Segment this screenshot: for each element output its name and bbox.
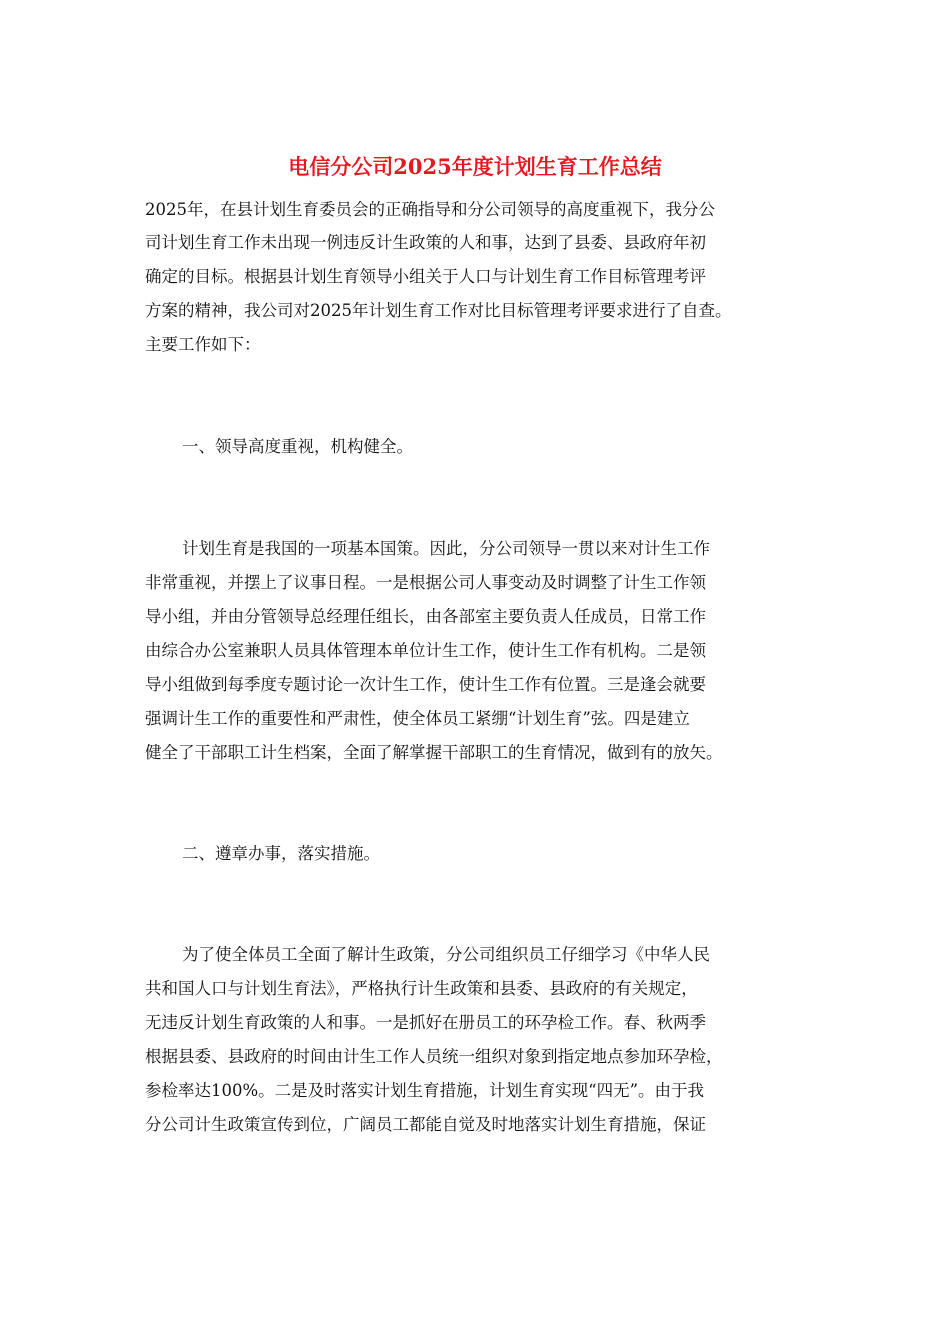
section-heading-2: 二、遵章办事，落实措施。 — [182, 844, 380, 863]
intro-line: 2025年，在县计划生育委员会的正确指导和分公司领导的高度重视下，我分公 — [145, 200, 715, 219]
section2-line: 共和国人口与计划生育法》，严格执行计生政策和县委、县政府的有关规定， — [145, 979, 698, 998]
intro-line: 主要工作如下： — [145, 335, 261, 354]
section2-line: 根据县委、县政府的时间由计生工作人员统一组织对象到指定地点参加环孕检， — [145, 1047, 723, 1066]
section1-line: 非常重视，并摆上了议事日程。一是根据公司人事变动及时调整了计生工作领 — [145, 573, 706, 592]
section-heading-1: 一、领导高度重视，机构健全。 — [182, 437, 413, 456]
section1-line: 导小组，并由分管领导总经理任组长，由各部室主要负责人任成员，日常工作 — [145, 607, 706, 626]
section1-line: 导小组做到每季度专题讨论一次计生工作，使计生工作有位置。三是逢会就要 — [145, 675, 706, 694]
section2-line: 参检率达100%。二是及时落实计划生育措施，计划生育实现“四无”。由于我 — [145, 1081, 705, 1100]
section1-line: 健全了干部职工计生档案，全面了解掌握干部职工的生育情况，做到有的放矢。 — [145, 743, 723, 762]
section1-line: 由综合办公室兼职人员具体管理本单位计生工作，使计生工作有机构。二是领 — [145, 641, 706, 660]
intro-line: 司计划生育工作未出现一例违反计生政策的人和事，达到了县委、县政府年初 — [145, 233, 706, 252]
section2-line: 分公司计生政策宣传到位，广阔员工都能自觉及时地落实计划生育措施，保证 — [145, 1115, 706, 1134]
section2-line: 无违反计划生育政策的人和事。一是抓好在册员工的环孕检工作。春、秋两季 — [145, 1013, 706, 1032]
intro-line: 确定的目标。根据县计划生育领导小组关于人口与计划生育工作目标管理考评 — [145, 267, 706, 286]
section2-line: 为了使全体员工全面了解计生政策，分公司组织员工仔细学习《中华人民 — [182, 945, 710, 964]
section1-line: 强调计生工作的重要性和严肃性，使全体员工紧绷“计划生育”弦。四是建立 — [145, 709, 690, 728]
section1-line: 计划生育是我国的一项基本国策。因此，分公司领导一贯以来对计生工作 — [182, 539, 710, 558]
intro-line: 方案的精神，我公司对2025年计划生育工作对比目标管理考评要求进行了自查。 — [145, 301, 732, 320]
document-title: 电信分公司2025年度计划生育工作总结 — [288, 154, 662, 179]
